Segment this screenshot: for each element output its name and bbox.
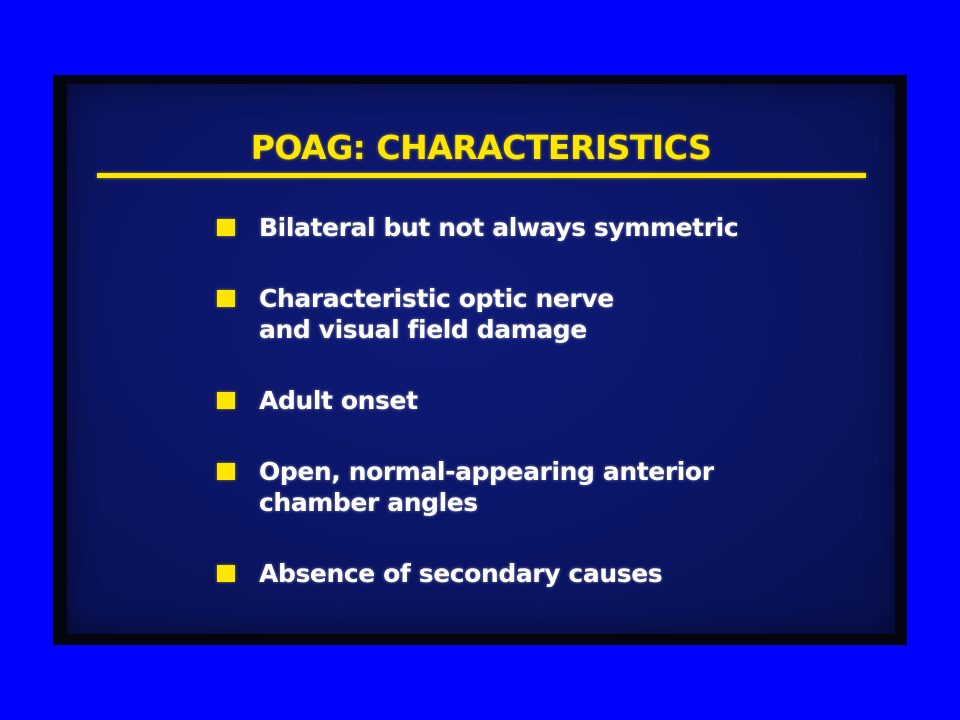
bullet-text: and visual field damage xyxy=(259,315,587,344)
title-underline xyxy=(97,173,866,178)
square-bullet-icon xyxy=(217,565,235,582)
square-bullet-icon xyxy=(217,290,235,307)
bullet-text: chamber angles xyxy=(259,488,478,517)
bullet-text: Characteristic optic nerve xyxy=(259,284,614,313)
bullet-text: Absence of secondary causes xyxy=(259,559,663,588)
bullet-text: Open, normal-appearing anterior xyxy=(259,457,714,486)
square-bullet-icon xyxy=(217,463,235,480)
square-bullet-icon xyxy=(217,219,235,236)
slide-title: POAG: CHARACTERISTICS xyxy=(250,128,712,167)
bullet-text: Bilateral but not always symmetric xyxy=(259,213,739,242)
square-bullet-icon xyxy=(217,392,235,409)
bullet-item-adult-onset xyxy=(217,385,857,416)
bullet-item-open-angles xyxy=(217,456,857,518)
bullet-item-optic-nerve xyxy=(217,283,857,345)
bullet-text: Adult onset xyxy=(259,386,418,415)
slide xyxy=(67,84,895,634)
bullet-list xyxy=(217,212,857,589)
bullet-item-bilateral xyxy=(217,212,857,243)
bullet-item-secondary-causes xyxy=(217,558,857,589)
